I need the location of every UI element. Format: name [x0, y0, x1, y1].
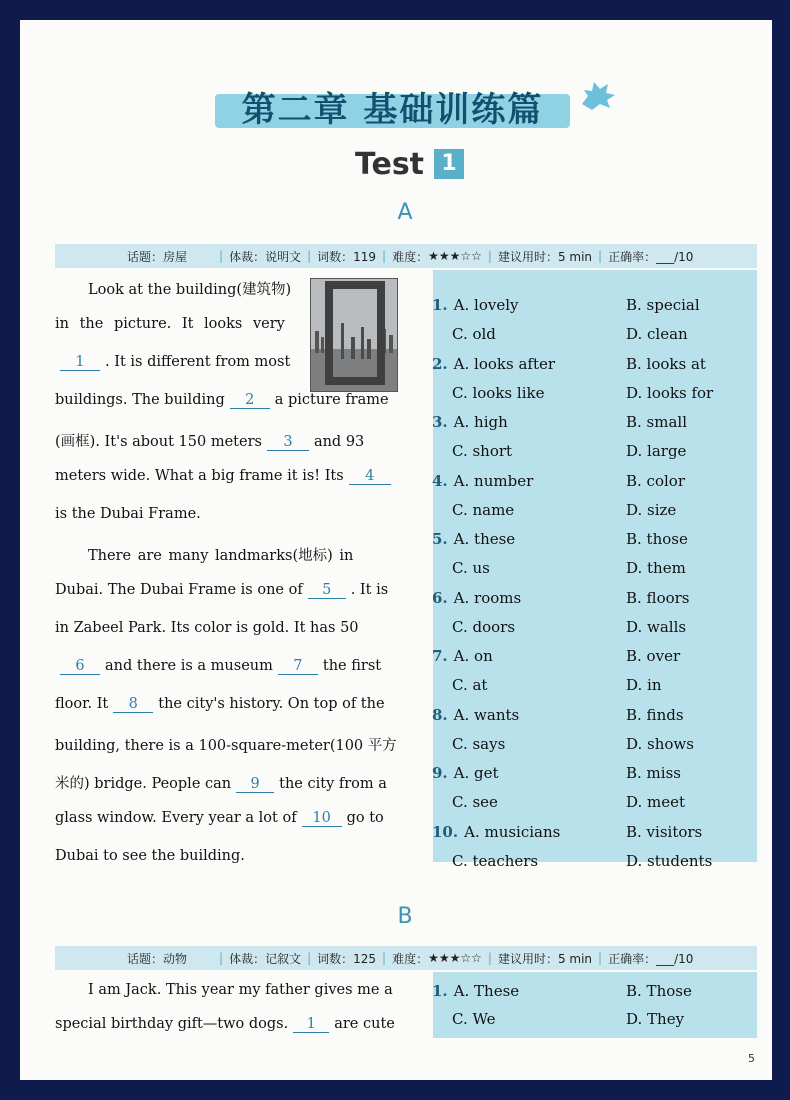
question-4-option-c[interactable]	[452, 501, 514, 519]
question-number: 10.	[432, 822, 459, 841]
option-text: B. finds	[626, 705, 684, 724]
question-10-option-a[interactable]	[432, 823, 560, 841]
option-text: C. doors	[452, 617, 516, 636]
question-5-option-c[interactable]	[452, 559, 490, 577]
question-number: 1.	[432, 982, 448, 1000]
question-2-option-b[interactable]	[626, 355, 706, 373]
question-2-option-c[interactable]	[452, 384, 544, 402]
option-text: A. on	[453, 647, 493, 665]
option-text: A. these	[453, 530, 516, 548]
question-6-option-c[interactable]	[452, 618, 515, 636]
passage-a-line-10: in Zabeel Park. Its color is gold. It has 50	[55, 620, 359, 636]
option-text: A. rooms	[453, 588, 522, 607]
question-10-option-d[interactable]	[626, 852, 712, 870]
passage-a-line-7: is the Dubai Frame.	[55, 506, 201, 522]
option-text: D. clean	[626, 325, 688, 343]
section-a-info-bar: 话题：房屋 | 体裁：说明文 | 词数：119 | 难度： ★★★☆☆ | 建议用时：5 min | 正确率：___/10	[55, 244, 757, 268]
passage-a-line-6: meters wide. What a big frame it is! Its 4	[55, 468, 396, 485]
section-a-letter: A	[397, 200, 413, 225]
option-text: B. visitors	[626, 822, 703, 841]
question-6-option-d[interactable]	[626, 618, 686, 636]
passage-a-line-3: 1 . It is different from most	[55, 354, 290, 371]
option-text: A. These	[453, 982, 520, 1000]
option-text: D. meet	[626, 793, 686, 811]
passage-b-line-2: special birthday gift—two dogs. 1 are cute	[55, 1016, 395, 1032]
question-7-option-d[interactable]	[626, 676, 662, 694]
question-4-option-a[interactable]	[432, 472, 533, 490]
maple-leaf-icon	[578, 78, 618, 112]
question-1-option-b[interactable]	[626, 296, 700, 314]
question-3-option-c[interactable]	[452, 442, 512, 460]
question-7-option-c[interactable]	[452, 676, 487, 694]
blank-1[interactable]: 1	[60, 354, 100, 371]
question-number: 3.	[432, 413, 448, 431]
question-1-option-a[interactable]	[432, 982, 519, 1000]
question-7-option-b[interactable]	[626, 647, 680, 665]
question-1-option-d[interactable]	[626, 1010, 684, 1028]
option-text: B. miss	[626, 764, 681, 782]
question-1-option-b[interactable]	[626, 982, 692, 1000]
option-text: D. walls	[626, 617, 687, 636]
section-b-letter: B	[397, 904, 413, 929]
question-number: 8.	[432, 705, 448, 724]
blank-9[interactable]: 9	[236, 776, 274, 793]
question-9-option-b[interactable]	[626, 764, 681, 782]
option-text: C. old	[452, 325, 496, 343]
passage-a-line-12: floor. It 8 the city's history. On top of the	[55, 696, 385, 712]
test-word: Test	[355, 146, 425, 182]
question-1-option-d[interactable]	[626, 325, 688, 343]
blank-6[interactable]: 6	[60, 658, 100, 675]
chapter-banner	[215, 80, 570, 138]
option-text: A. lovely	[453, 296, 519, 314]
option-text: A. musicians	[464, 822, 561, 841]
option-text: B. floors	[626, 588, 690, 607]
question-7-option-a[interactable]	[432, 647, 493, 665]
passage-a-line-5: (画框). It's about 150 meters 3 and 93	[55, 434, 365, 450]
test-number: 1	[434, 149, 464, 179]
time-label: 建议用时：5 min	[497, 951, 593, 966]
passage-a-line-15: glass window. Every year a lot of 10 go to	[55, 810, 384, 826]
question-8-option-d[interactable]	[626, 735, 694, 753]
question-8-option-b[interactable]	[626, 706, 684, 724]
option-text: D. shows	[626, 734, 694, 753]
difficulty-label: 难度：	[392, 951, 429, 966]
passage-a-line-8: There are many landmarks(地标) in	[88, 548, 354, 564]
blank-3[interactable]: 3	[267, 434, 309, 451]
genre-label: 体裁：说明文	[229, 249, 302, 264]
time-label: 建议用时：5 min	[497, 249, 593, 264]
option-text: C. says	[452, 734, 506, 753]
option-text: A. looks after	[453, 354, 556, 373]
question-9-option-c[interactable]	[452, 793, 498, 811]
blank-b1[interactable]: 1	[293, 1016, 329, 1033]
option-text: A. number	[453, 471, 534, 490]
question-4-option-d[interactable]	[626, 501, 676, 519]
option-text: A. wants	[453, 705, 520, 724]
option-text: C. name	[452, 500, 515, 519]
question-number: 2.	[432, 354, 448, 373]
option-text: D. in	[626, 676, 662, 694]
question-6-option-a[interactable]	[432, 589, 521, 607]
option-text: C. us	[452, 559, 490, 577]
question-10-option-b[interactable]	[626, 823, 702, 841]
option-text: C. teachers	[452, 851, 539, 870]
page-number: 5	[748, 1052, 755, 1065]
option-text: D. size	[626, 500, 677, 519]
option-text: D. students	[626, 851, 713, 870]
topic-label: 话题：房屋	[127, 249, 188, 264]
option-text: B. looks at	[626, 354, 706, 373]
question-6-option-b[interactable]	[626, 589, 690, 607]
option-text: B. special	[626, 296, 700, 314]
option-text: B. over	[626, 647, 681, 665]
option-text: B. those	[626, 530, 688, 548]
passage-a-line-16: Dubai to see the building.	[55, 848, 245, 864]
question-3-option-d[interactable]	[626, 442, 686, 460]
question-number: 1.	[432, 296, 448, 314]
question-8-option-a[interactable]	[432, 706, 519, 724]
word-count-label: 词数：125	[317, 951, 377, 966]
question-8-option-c[interactable]	[452, 735, 505, 753]
topic-label: 话题：动物	[127, 951, 188, 966]
question-2-option-a[interactable]	[432, 355, 555, 373]
passage-a-line-2: in the picture. It looks very	[55, 316, 285, 332]
difficulty-stars: ★★★☆☆	[428, 951, 482, 965]
blank-5[interactable]: 5	[308, 582, 346, 599]
option-text: D. large	[626, 442, 687, 460]
option-text: D. them	[626, 559, 686, 577]
option-text: D. looks for	[626, 383, 714, 402]
option-text: B. Those	[626, 982, 692, 1000]
passage-a-line-11: 6 and there is a museum 7 the first	[55, 658, 381, 675]
difficulty-stars: ★★★☆☆	[428, 249, 482, 263]
question-10-option-c[interactable]	[452, 852, 538, 870]
question-number: 4.	[432, 471, 448, 490]
workbook-page	[20, 20, 772, 1080]
question-5-option-b[interactable]	[626, 530, 688, 548]
option-text: D. They	[626, 1010, 685, 1028]
question-3-option-a[interactable]	[432, 413, 508, 431]
dubai-frame-photo	[310, 278, 398, 392]
option-text: C. short	[452, 442, 513, 460]
genre-label: 体裁：记叙文	[229, 951, 302, 966]
difficulty-label: 难度：	[392, 249, 429, 264]
blank-4[interactable]: 4	[349, 468, 391, 485]
question-9-option-d[interactable]	[626, 793, 685, 811]
chapter-title: 第二章 基础训练篇	[241, 90, 544, 130]
option-text: C. at	[452, 676, 488, 694]
question-2-option-d[interactable]	[626, 384, 713, 402]
option-text: A. get	[453, 764, 499, 782]
question-1-option-c[interactable]	[452, 325, 496, 343]
question-number: 6.	[432, 588, 448, 607]
section-b-info-bar: 话题：动物 | 体裁：记叙文 | 词数：125 | 难度： ★★★☆☆ | 建议用时：5 min | 正确率：___/10	[55, 946, 757, 970]
blank-2[interactable]: 2	[230, 392, 270, 409]
passage-a-line-9: Dubai. The Dubai Frame is one of 5 . It is	[55, 582, 389, 598]
passage-a-line-4: buildings. The building 2 a picture frame	[55, 392, 389, 408]
question-1-option-c[interactable]	[452, 1010, 496, 1028]
blank-10[interactable]: 10	[302, 810, 342, 827]
option-text: B. color	[626, 471, 685, 490]
blank-7[interactable]: 7	[278, 658, 318, 675]
question-1-option-a[interactable]	[432, 296, 519, 314]
accuracy-label: 正确率：___/10	[608, 249, 694, 264]
question-5-option-a[interactable]	[432, 530, 515, 548]
accuracy-label: 正确率：___/10	[608, 951, 694, 966]
blank-8[interactable]: 8	[113, 696, 153, 713]
question-5-option-d[interactable]	[626, 559, 686, 577]
option-text: C. looks like	[452, 383, 545, 402]
option-text: A. high	[453, 413, 508, 431]
passage-a-line-1: Look at the building(建筑物)	[88, 282, 292, 298]
passage-b-line-1: I am Jack. This year my father gives me a	[88, 982, 393, 998]
option-text: C. We	[452, 1010, 496, 1028]
question-4-option-b[interactable]	[626, 472, 685, 490]
word-count-label: 词数：119	[317, 249, 377, 264]
question-number: 7.	[432, 647, 448, 665]
question-9-option-a[interactable]	[432, 764, 499, 782]
question-number: 9.	[432, 764, 448, 782]
passage-a-line-14: 米的) bridge. People can 9 the city from a	[55, 776, 387, 792]
passage-a-line-13: building, there is a 100-square-meter(100 平方	[55, 738, 397, 754]
test-title	[355, 144, 464, 184]
question-number: 5.	[432, 530, 448, 548]
option-text: B. small	[626, 413, 688, 431]
question-3-option-b[interactable]	[626, 413, 687, 431]
option-text: C. see	[452, 793, 498, 811]
